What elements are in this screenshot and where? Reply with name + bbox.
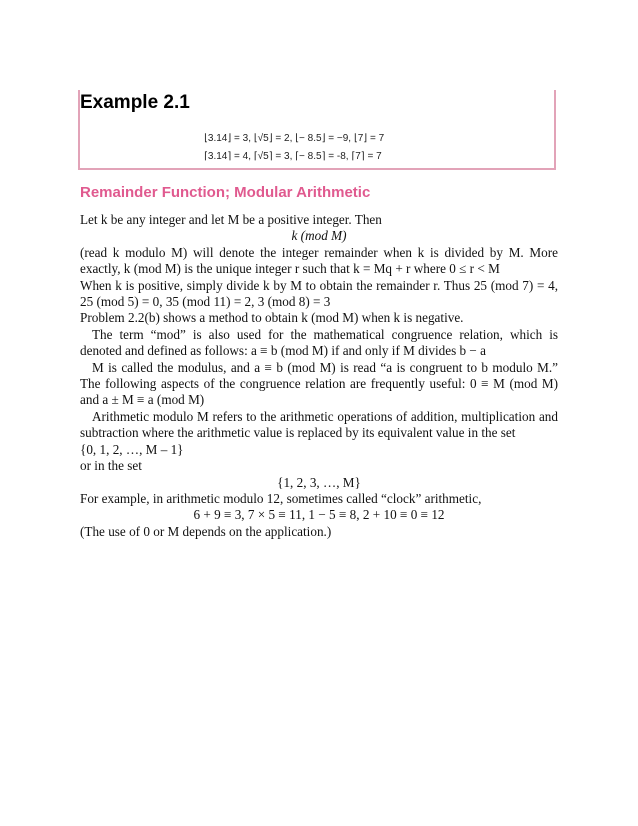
- ceiling-examples: ⌈3.14⌉ = 4, ⌈√5⌉ = 3, ⌈− 8.5⌉ = -8, ⌈7⌉ = 7: [204, 151, 382, 162]
- paragraph-congruence: The term “mod” is also used for the mathematical congruence relation, which is denoted and defined as follows: a ≡ b (mod M) if and only if M divides b − a: [80, 326, 558, 359]
- paragraph-application-note: (The use of 0 or M depends on the application.): [80, 523, 332, 539]
- floor-examples: ⌊3.14⌋ = 3, ⌊√5⌋ = 2, ⌊− 8.5⌋ = −9, ⌊7⌋ = 7: [204, 133, 385, 144]
- section-title: Remainder Function; Modular Arithmetic: [80, 184, 371, 201]
- body-text: [80, 212, 558, 540]
- paragraph-positive-k: When k is positive, simply divide k by M to obtain the remainder r. Thus 25 (mod 7) = 4, 25 (mod 5) = 0, 35 (mod 11) = 2, 3 (mod 8) = 3: [80, 277, 558, 310]
- paragraph-arithmetic-modulo: Arithmetic modulo M refers to the arithmetic operations of addition, multiplication and subtraction where the arithmetic value is replaced by its equivalent value in the set: [80, 408, 558, 441]
- set-zero-based: {0, 1, 2, …, M – 1}: [80, 441, 184, 457]
- paragraph-modulus: M is called the modulus, and a ≡ b (mod M) is read “a is congruent to b modulo M.” The following aspects of the congruence relation are frequently useful: 0 ≡ M (mod M) and a ± M ≡ a (mod M): [80, 359, 558, 408]
- paragraph-intro: Let k be any integer and let M be a positive integer. Then: [80, 212, 382, 227]
- paragraph-negative-k: Problem 2.2(b) shows a method to obtain k (mod M) when k is negative.: [80, 310, 464, 326]
- formula-clock-arithmetic: 6 + 9 ≡ 3, 7 × 5 ≡ 11, 1 − 5 ≡ 8, 2 + 10 ≡ 0 ≡ 12: [193, 507, 445, 523]
- example-title: Example 2.1: [80, 92, 190, 113]
- paragraph-definition: (read k modulo M) will denote the integer remainder when k is divided by M. More exactly, k (mod M) is the unique integer r such that k = Mq + r where 0 ≤ r < M: [80, 244, 558, 277]
- paragraph-or-set: or in the set: [80, 458, 142, 474]
- formula-k-mod-m: k (mod M): [291, 228, 347, 244]
- set-one-based: {1, 2, 3, …, M}: [277, 474, 361, 490]
- paragraph-clock-example: For example, in arithmetic modulo 12, sometimes called “clock” arithmetic,: [80, 490, 482, 506]
